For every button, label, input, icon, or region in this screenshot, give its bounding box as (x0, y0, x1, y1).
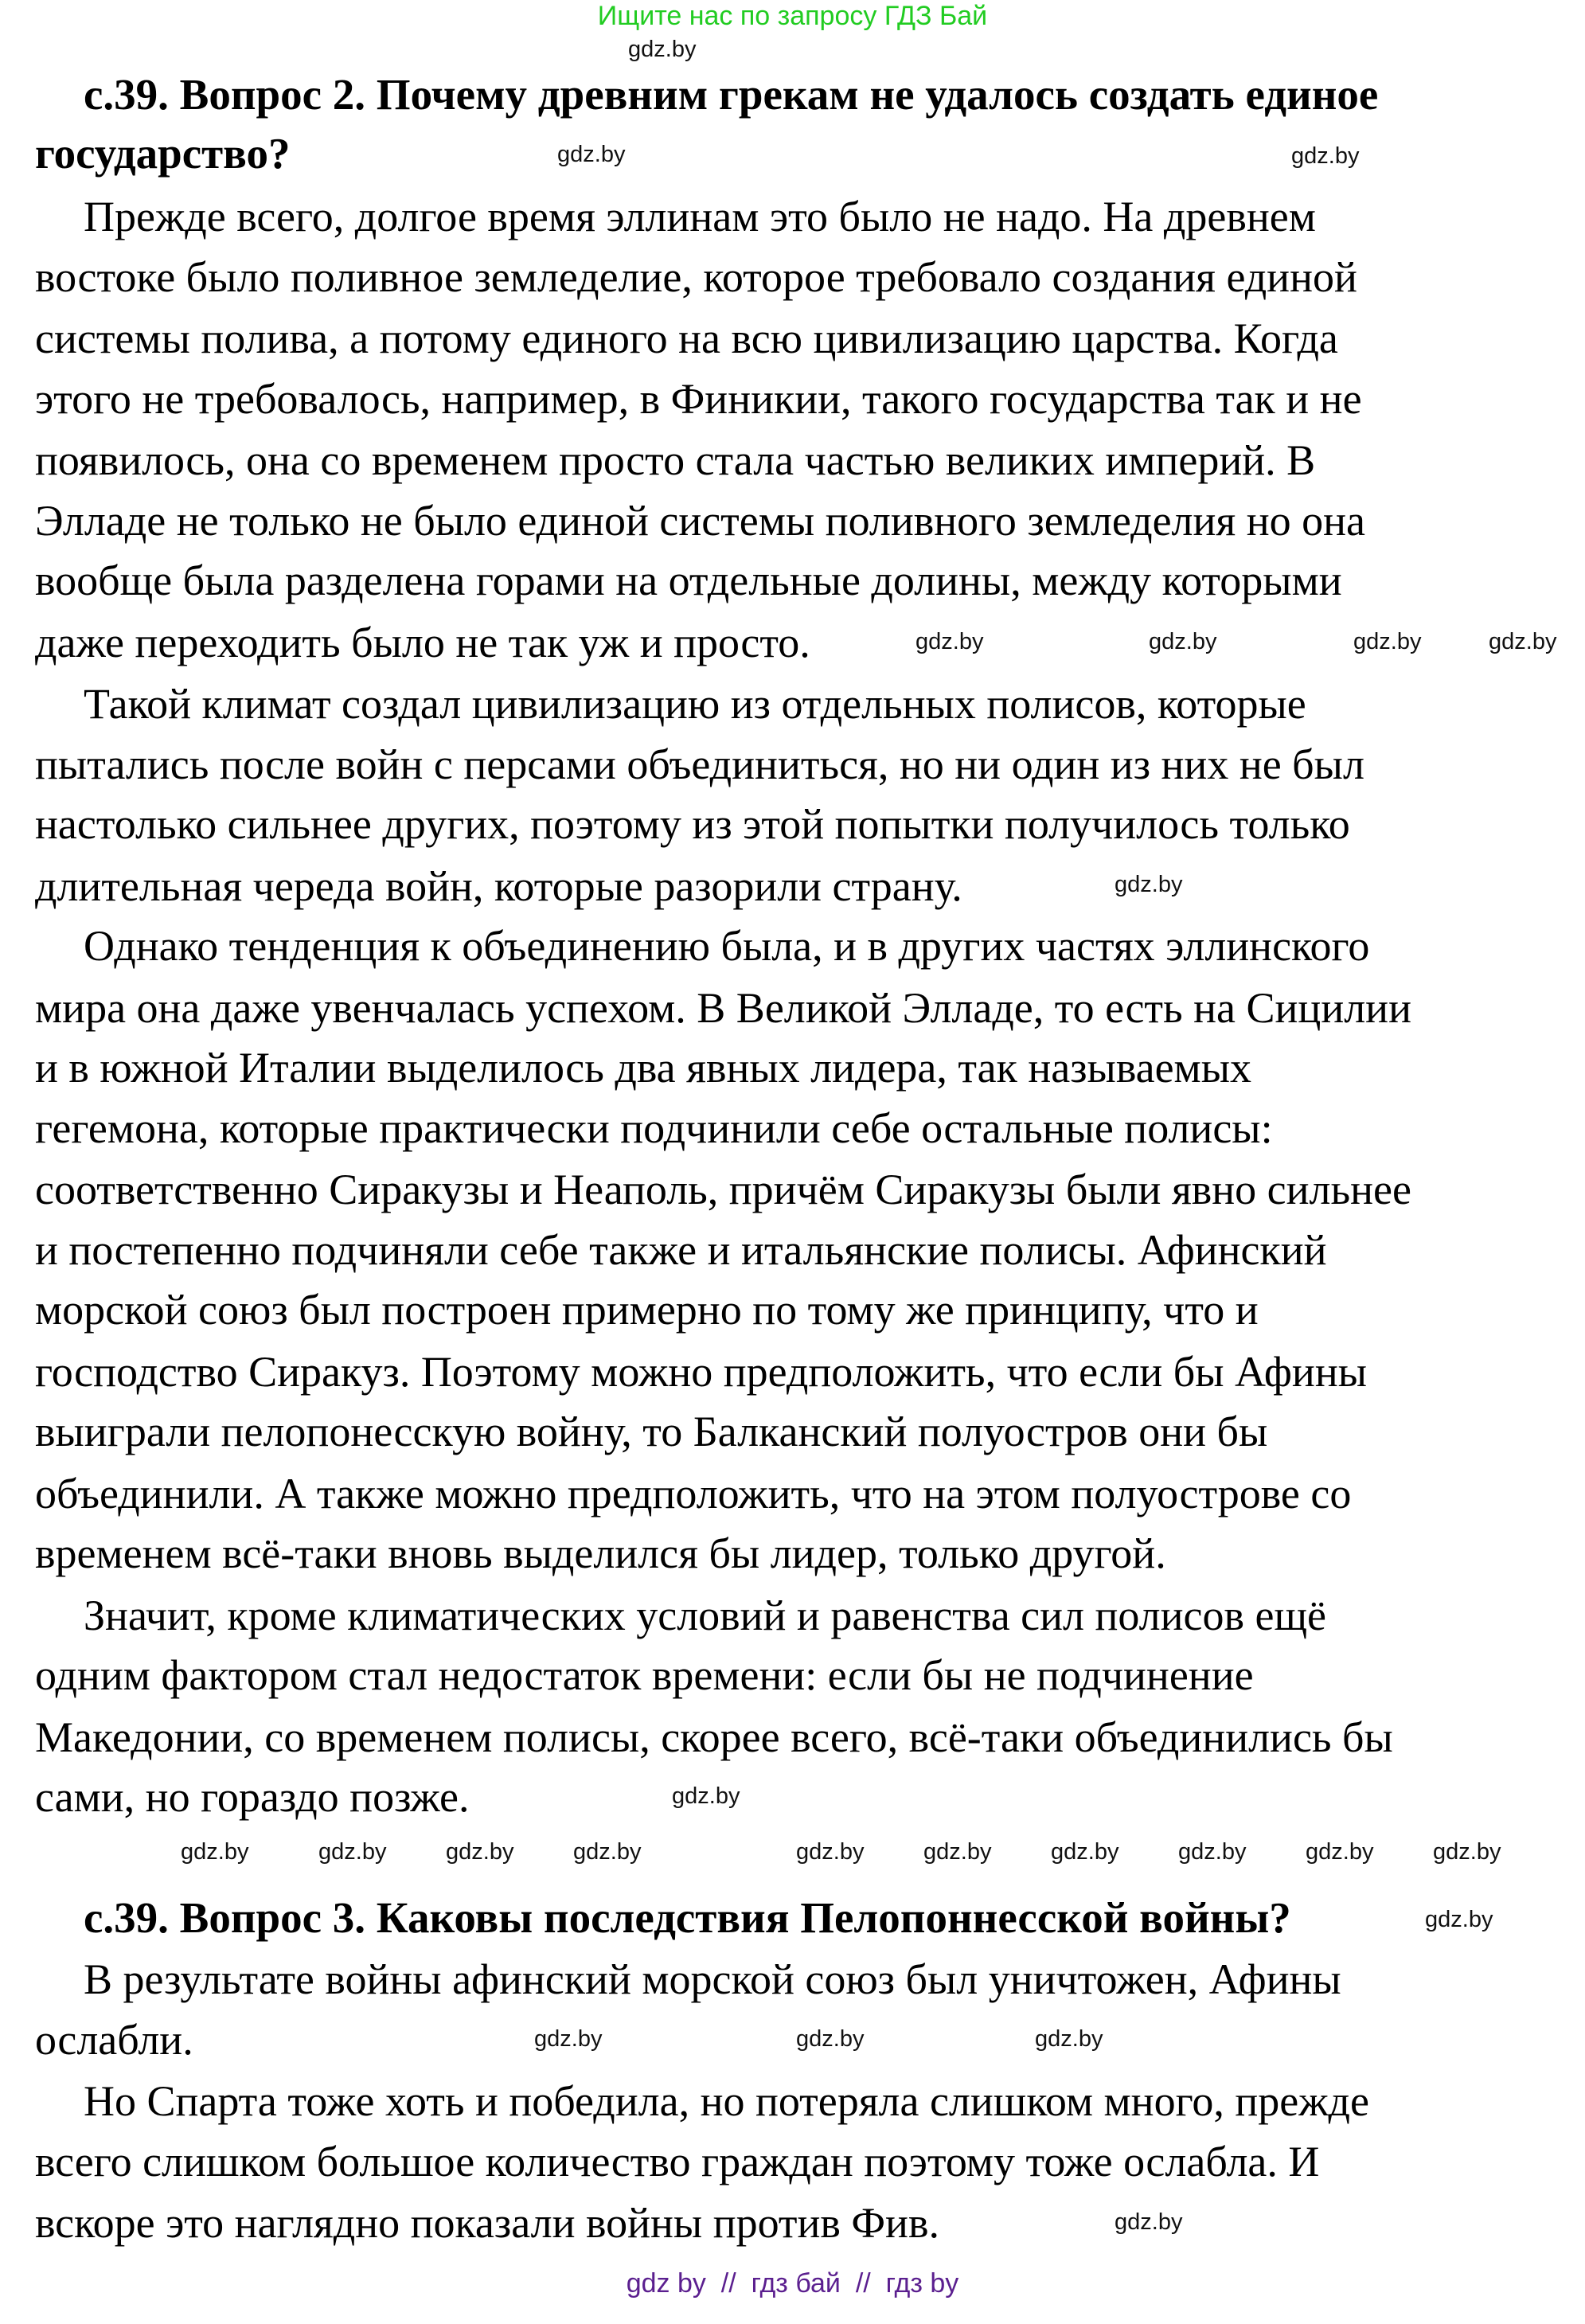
watermark: gdz.by (1489, 629, 1557, 654)
answer-line: сами, но гораздо позже. (35, 1773, 470, 1821)
watermark: gdz.by (1291, 143, 1360, 169)
answer-line: Такой климат создал цивилизацию из отдельных полисов, которые (84, 680, 1306, 728)
watermark: gdz.by (446, 1839, 514, 1865)
watermark: gdz.by (1149, 629, 1217, 654)
answer-line: настолько сильнее других, поэтому из этой попытки получилось только (35, 800, 1350, 848)
answer-line: пытались после войн с персами объединиться, но ни один из них не был (35, 740, 1364, 788)
answer-line: соответственно Сиракузы и Неаполь, причём Сиракузы были явно сильнее (35, 1166, 1411, 1213)
watermark: gdz.by (796, 1839, 865, 1865)
answer-line: одним фактором стал недостаток времени: если бы не подчинение (35, 1651, 1254, 1699)
answer-line: Элладе не только не было единой системы поливного земледелия но она (35, 497, 1365, 545)
question-3-heading: с.39. Вопрос 3. Каковы последствия Пелопоннесской войны? (84, 1893, 1291, 1942)
answer-line: Однако тенденция к объединению была, и в других частях эллинского (84, 922, 1370, 970)
answer-line: появилось, она со временем просто стала частью великих империй. В (35, 436, 1316, 484)
answer-line: господство Сиракуз. Поэтому можно предположить, что если бы Афины (35, 1348, 1367, 1396)
watermark: gdz.by (1433, 1839, 1501, 1865)
watermark: gdz.by (923, 1839, 992, 1865)
answer-line: системы полива, а потому единого на всю цивилизацию царства. Когда (35, 314, 1338, 362)
answer-line: временем всё-таки вновь выделился бы лидер, только другой. (35, 1529, 1166, 1577)
answer-line: Прежде всего, долгое время эллинам это было не надо. На древнем (84, 193, 1316, 240)
answer-line: мира она даже увенчалась успехом. В Великой Элладе, то есть на Сицилии (35, 984, 1411, 1032)
watermark: gdz.by (318, 1839, 387, 1865)
answer-line: вообще была разделена горами на отдельные долины, между которыми (35, 557, 1342, 604)
watermark: gdz.by (1035, 2026, 1103, 2052)
watermark: gdz.by (1353, 629, 1422, 654)
answer-line: этого не требовалось, например, в Финикии, такого государства так и не (35, 375, 1362, 423)
answer-line: гегемона, которые практически подчинили себе остальные полисы: (35, 1104, 1273, 1152)
watermark: gdz.by (573, 1839, 642, 1865)
watermark: gdz.by (534, 2026, 603, 2052)
watermark: gdz.by (1306, 1839, 1374, 1865)
answer-line: объединили. А также можно предположить, что на этом полуострове со (35, 1470, 1352, 1517)
answer-line: и постепенно подчиняли себе также и итальянские полисы. Афинский (35, 1226, 1327, 1274)
watermark: gdz.by (628, 37, 697, 62)
answer-line: Македонии, со временем полисы, скорее всего, всё-таки объединились бы (35, 1713, 1393, 1761)
answer-line: вскоре это наглядно показали войны против Фив. (35, 2199, 939, 2247)
answer-line: ослабли. (35, 2016, 193, 2064)
watermark: gdz.by (1051, 1839, 1119, 1865)
answer-line: и в южной Италии выделилось два явных лидера, так называемых (35, 1044, 1252, 1092)
watermark: gdz.by (1115, 2209, 1183, 2235)
watermark: gdz.by (672, 1783, 740, 1809)
watermark: gdz.by (915, 629, 984, 654)
watermark: gdz.by (181, 1839, 249, 1865)
answer-line: В результате войны афинский морской союз был уничтожен, Афины (84, 1955, 1341, 2003)
watermark: gdz.by (1115, 872, 1183, 897)
answer-line: востоке было поливное земледелие, которое требовало создания единой (35, 253, 1357, 301)
watermark: gdz.by (557, 142, 626, 167)
answer-line: морской союз был построен примерно по тому же принципу, что и (35, 1286, 1259, 1334)
answer-line: Значит, кроме климатических условий и равенства сил полисов ещё (84, 1592, 1326, 1639)
question-2-heading-cont: государство? (35, 129, 291, 178)
search-banner: Ищите нас по запросу ГДЗ Бай (597, 1, 988, 31)
answer-line: даже переходить было не так уж и просто. (35, 619, 810, 666)
question-2-heading: с.39. Вопрос 2. Почему древним грекам не удалось создать единое (84, 70, 1379, 119)
answer-line: длительная череда войн, которые разорили страну. (35, 862, 962, 910)
watermark: gdz.by (1178, 1839, 1247, 1865)
answer-line: выиграли пелопонесскую войну, то Балканский полуостров они бы (35, 1408, 1268, 1455)
watermark: gdz.by (796, 2026, 865, 2052)
answer-line: всего слишком большое количество граждан поэтому тоже ослабла. И (35, 2138, 1320, 2185)
answer-line: Но Спарта тоже хоть и победила, но потеряла слишком много, прежде (84, 2077, 1369, 2125)
watermark: gdz.by (1425, 1907, 1493, 1932)
footer-links: gdz by // гдз бай // гдз by (626, 2268, 959, 2299)
